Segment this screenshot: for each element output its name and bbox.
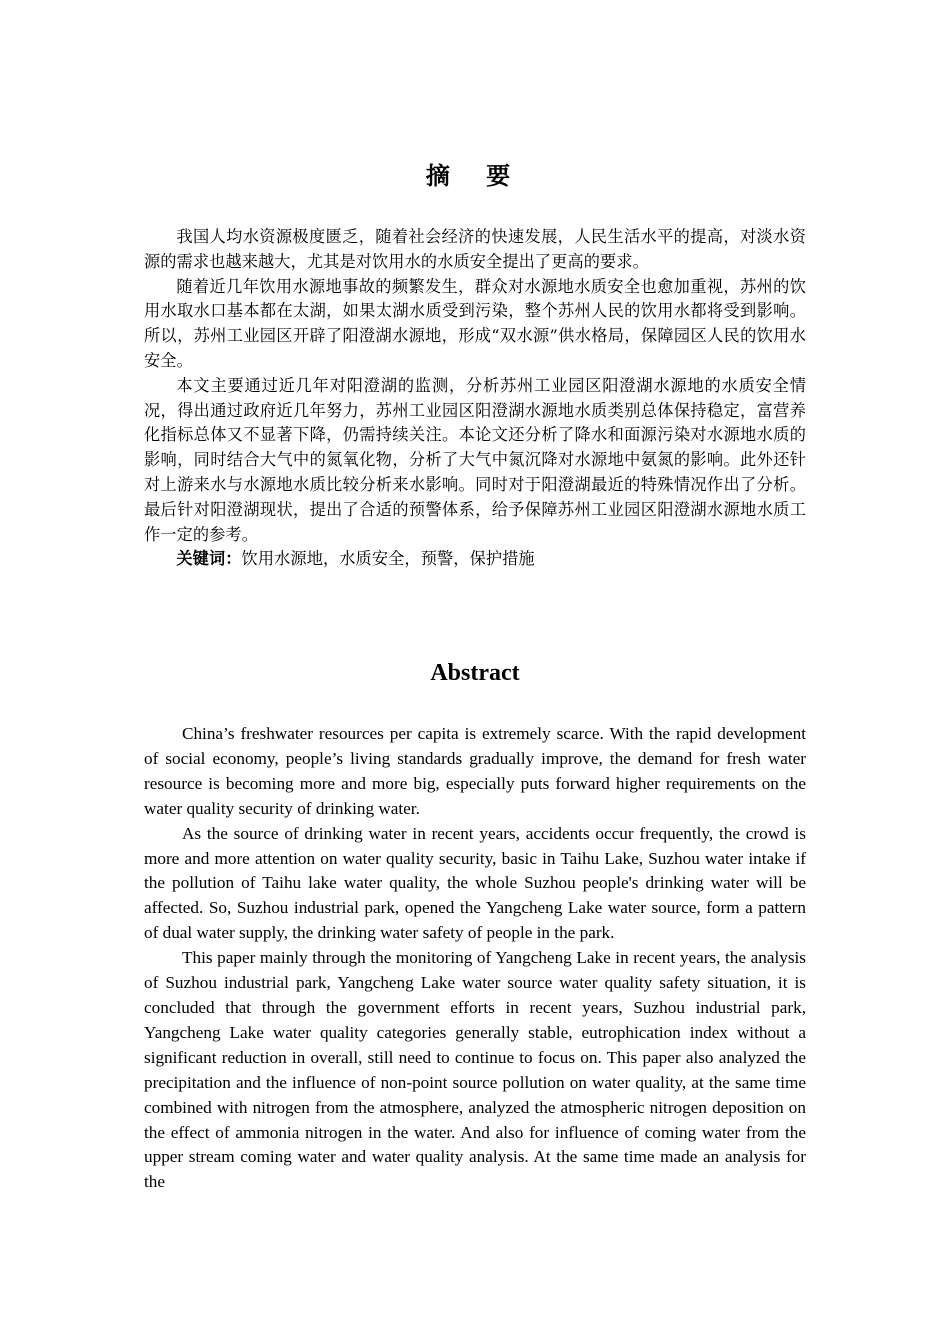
- english-abstract-title: Abstract: [430, 660, 520, 686]
- keywords-text: 饮用水源地，水质安全，预警，保护措施: [241, 549, 535, 569]
- keywords-label: 关键词：: [176, 549, 242, 569]
- chinese-paragraph-1: 我国人均水资源极度匮乏，随着社会经济的快速发展，人民生活水平的提高，对淡水资源的需求也越来越大，尤其是对饮用水的水质安全提出了更高的要求。: [144, 227, 806, 271]
- chinese-paragraph-3: 本文主要通过近几年对阳澄湖的监测，分析苏州工业园区阳澄湖水源地的水质安全情况，得出通过政府近几年努力，苏州工业园区阳澄湖水源地水质类别总体保持稳定，富营养化指标总体又不显著下降，仍需持续关注。本论文还分析了降水和面源污染对水源地水质的影响，同时结合大气中的氮氧化物，分析了大气中氮沉降对水源地中氨氮的影响。此外还针对上游来水与水源地水质比较分析来水影响。同时对于阳澄湖最近的特殊情况作出了分析。最后针对阳澄湖现状，提出了合适的预警体系，给予保障苏州工业园区阳澄湖水源地水质工作一定的参考。: [144, 375, 806, 544]
- english-paragraph-1: China’s freshwater resources per capita is extremely scarce. With the rapid development of social economy, people’s living standards gradually improve, the demand for fresh water resource is becoming more and more big, especially puts forward higher requirements on the water quality security of drinking water.: [144, 724, 806, 818]
- english-abstract-body: [144, 722, 806, 1195]
- chinese-abstract-body: [144, 225, 806, 572]
- chinese-keywords: [144, 547, 806, 572]
- english-paragraph-3: This paper mainly through the monitoring of Yangcheng Lake in recent years, the analysis of Suzhou industrial park, Yangcheng Lake water source water quality safety situation, it is concluded that through the government efforts in recent years, Suzhou industrial park, Yangcheng Lake water quality categories generally stable, eutrophication index without a significant reduction in overall, still need to continue to focus on. This paper also analyzed the precipitation and the influence of non-point source pollution on water quality, at the same time combined with nitrogen from the atmosphere, analyzed the atmospheric nitrogen deposition on the effect of ammonia nitrogen in the water. And also for influence of coming water from the upper stream coming water and water quality analysis. At the same time made an analysis for the: [144, 948, 806, 1192]
- chinese-paragraph-2: 随着近几年饮用水源地事故的频繁发生，群众对水源地水质安全也愈加重视，苏州的饮用水取水口基本都在太湖，如果太湖水质受到污染，整个苏州人民的饮用水都将受到影响。所以，苏州工业园区开辟了阳澄湖水源地，形成“双水源”供水格局，保障园区人民的饮用水安全。: [144, 276, 806, 370]
- english-paragraph-2: As the source of drinking water in recent years, accidents occur frequently, the crowd is more and more attention on water quality security, basic in Taihu Lake, Suzhou water intake if the pollution of Taihu lake water quality, the whole Suzhou people's drinking water will be affected. So, Suzhou industrial park, opened the Yangcheng Lake water source, form a pattern of dual water supply, the drinking water safety of people in the park.: [144, 823, 806, 943]
- chinese-abstract-title: 摘 要: [425, 161, 525, 190]
